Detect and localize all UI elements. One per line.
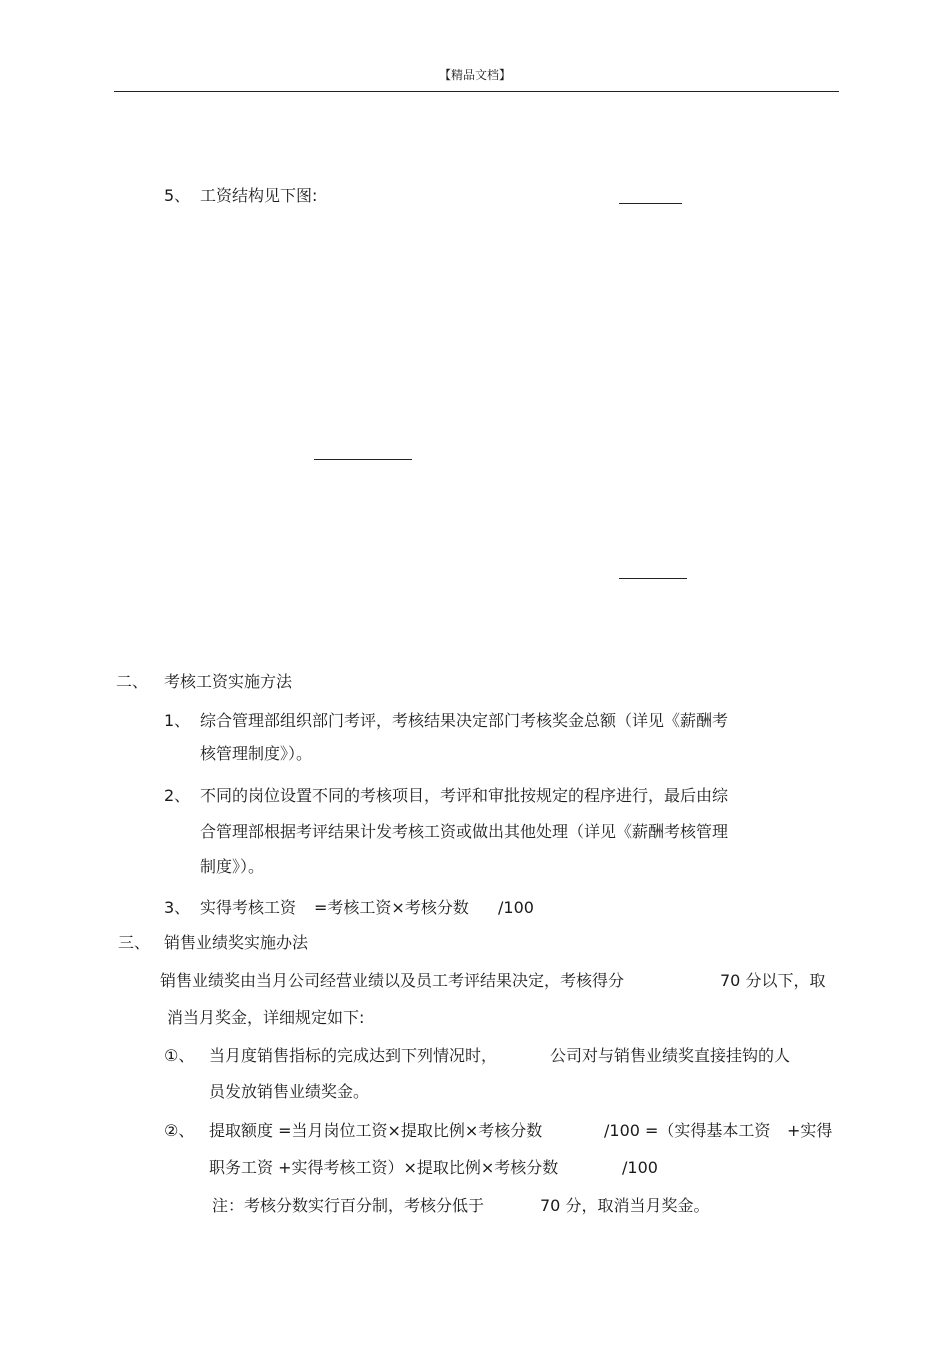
s3-item-1-line-2: 员发放销售业绩奖金。 (209, 1082, 370, 1101)
s2-item-1-line-1: 综合管理部组织部门考评，考核结果决定部门考核奖金总额（详见《薪酬考 (200, 711, 729, 730)
s2-item-2-number: 2、 (164, 786, 191, 805)
s3-item-2-line-2b: /100 (622, 1158, 658, 1177)
blank-rule-3 (619, 578, 687, 579)
s2-item-1-number: 1、 (164, 711, 191, 730)
s3-note-b: 70 分，取消当月奖金。 (540, 1196, 710, 1215)
s3-note-a: 注：考核分数实行百分制，考核分低于 (212, 1196, 485, 1215)
s2-item-3-number: 3、 (164, 898, 191, 917)
s3-item-1-line-1b: 公司对与销售业绩奖直接挂钩的人 (550, 1046, 791, 1065)
s3-item-2-line-1a: 提取额度 =当月岗位工资×提取比例×考核分数 (209, 1121, 543, 1140)
s3-item-2-line-2a: 职务工资 +实得考核工资）×提取比例×考核分数 (209, 1158, 559, 1177)
section-2-number: 二、 (116, 672, 149, 691)
s2-item-3-formula-left: 实得考核工资 (200, 898, 297, 917)
s2-item-2-line-3: 制度》）。 (200, 857, 265, 876)
blank-rule-1 (619, 203, 682, 204)
section-2-title: 考核工资实施方法 (164, 672, 293, 691)
section-3-title: 销售业绩奖实施办法 (164, 933, 309, 952)
s2-item-2-line-2: 合管理部根据考评结果计发考核工资或做出其他处理（详见《薪酬考核管理 (200, 822, 729, 841)
s3-item-1-number: ①、 (164, 1046, 195, 1065)
page-header: 【精品文档】 (438, 68, 511, 82)
s2-item-2-line-1: 不同的岗位设置不同的考核项目，考评和审批按规定的程序进行，最后由综 (200, 786, 729, 805)
s3-intro-line-2: 消当月奖金，详细规定如下: (167, 1008, 365, 1027)
s3-intro-line-1b: 70 分以下，取 (720, 971, 826, 990)
s3-item-2-line-1b: /100 =（实得基本工资 (604, 1121, 771, 1140)
s3-item-2-number: ②、 (164, 1121, 195, 1140)
s3-item-2-line-1c: +实得 (787, 1121, 833, 1140)
s2-item-3-formula-mid: =考核工资×考核分数 (314, 898, 469, 917)
item-5-number: 5、 (164, 186, 191, 205)
s3-item-1-line-1a: 当月度销售指标的完成达到下列情况时， (209, 1046, 498, 1065)
item-5-text: 工资结构见下图: (200, 186, 318, 205)
s2-item-3-formula-right: /100 (498, 898, 534, 917)
section-3-number: 三、 (118, 933, 151, 952)
blank-rule-2 (314, 459, 412, 460)
s2-item-1-line-2: 核管理制度》）。 (200, 744, 313, 763)
header-divider (114, 91, 839, 92)
s3-intro-line-1a: 销售业绩奖由当月公司经营业绩以及员工考评结果决定，考核得分 (160, 971, 625, 990)
